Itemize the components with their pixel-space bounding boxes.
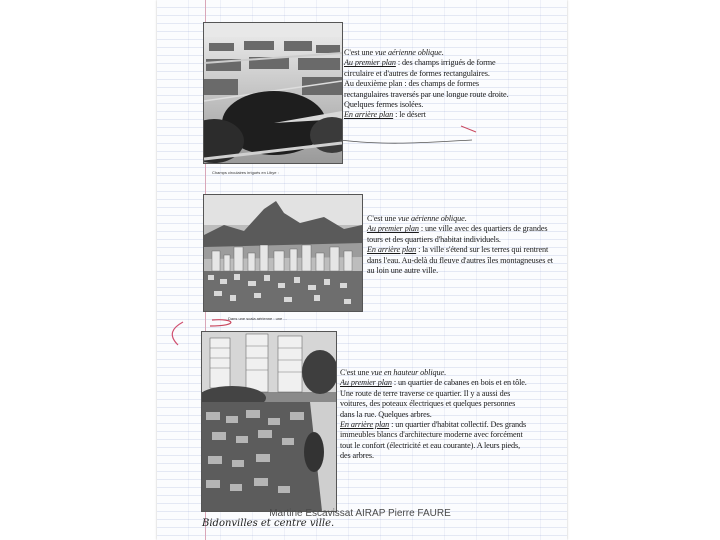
photo-circular-fields-graphic bbox=[204, 23, 342, 163]
description-block-1 bbox=[344, 48, 522, 121]
first-plan-label-1: Au premier plan bbox=[344, 58, 396, 68]
back-plan-text-3: : un quartier d'habitat collectif. Des grands immeubles blancs d'architecture moderne avec forcément tout le confort (électricité et eau courante). A leurs pieds, des arbres. bbox=[340, 420, 527, 461]
first-plan-label-2: Au premier plan bbox=[367, 224, 419, 234]
back-plan-label-1: En arrière plan bbox=[344, 110, 394, 120]
slide-footer: Martine Escavissat AIRAP Pierre FAURE bbox=[269, 508, 451, 519]
view-type-3: vue en hauteur oblique bbox=[370, 368, 445, 377]
photo-slums-city bbox=[201, 331, 337, 512]
back-plan-text-2: : la ville s'étend sur les terres qui rentrent dans l'eau. Au-delà du fleuve d'autres îles montagneuses et au loin une autre ville. bbox=[367, 245, 553, 276]
view-type-2: vue aérienne oblique bbox=[397, 214, 465, 223]
handwritten-caption: Bidonvilles et centre ville. bbox=[202, 518, 335, 529]
intro-text-3b: . bbox=[444, 368, 446, 377]
photo-slums-city-graphic bbox=[202, 332, 336, 511]
photo-coastal-city bbox=[203, 194, 363, 312]
view-type-1: vue aérienne oblique bbox=[374, 48, 442, 57]
photo-circular-fields bbox=[203, 22, 343, 164]
first-plan-text-2: : une ville avec des quartiers de grandes tours et des quartiers d'habitat individuels. bbox=[367, 224, 548, 244]
back-plan-text-1: : le désert bbox=[393, 110, 426, 120]
back-plan-label-2: En arrière plan bbox=[367, 245, 417, 255]
description-block-2 bbox=[367, 214, 557, 276]
photo-caption-1: Champs circulaires irrigués en Libye : bbox=[212, 170, 279, 175]
first-plan-text-3: : un quartier de cabanes en bois et en tôle. Une route de terre traverse ce quartier. Il y a aussi des voitures, des poteaux électriques et quelques personnes dans la rue. Quelques arbres. bbox=[340, 378, 527, 419]
intro-text-1b: . bbox=[441, 48, 444, 57]
photo-caption-2: Dans une scala aérienne : une ... bbox=[228, 316, 287, 321]
intro-text-2b: . bbox=[464, 214, 467, 223]
description-block-3 bbox=[340, 368, 530, 462]
first-plan-text-1: : des champs irrigués de forme circulaire et d'autres de formes rectangulaires. bbox=[344, 58, 496, 78]
second-plan-text-1: Au deuxième plan : des champs de formes rectangulaires traversés par une longue route droite. Quelques fermes isolées. bbox=[344, 79, 509, 110]
intro-text-3a: C'est une bbox=[340, 368, 371, 377]
photo-coastal-city-graphic bbox=[204, 195, 362, 311]
back-plan-label-3: En arrière plan bbox=[340, 420, 390, 430]
first-plan-label-3: Au premier plan bbox=[340, 378, 392, 388]
intro-text-2a: C'est une bbox=[367, 214, 398, 223]
intro-text-1a: C'est une bbox=[344, 48, 375, 57]
